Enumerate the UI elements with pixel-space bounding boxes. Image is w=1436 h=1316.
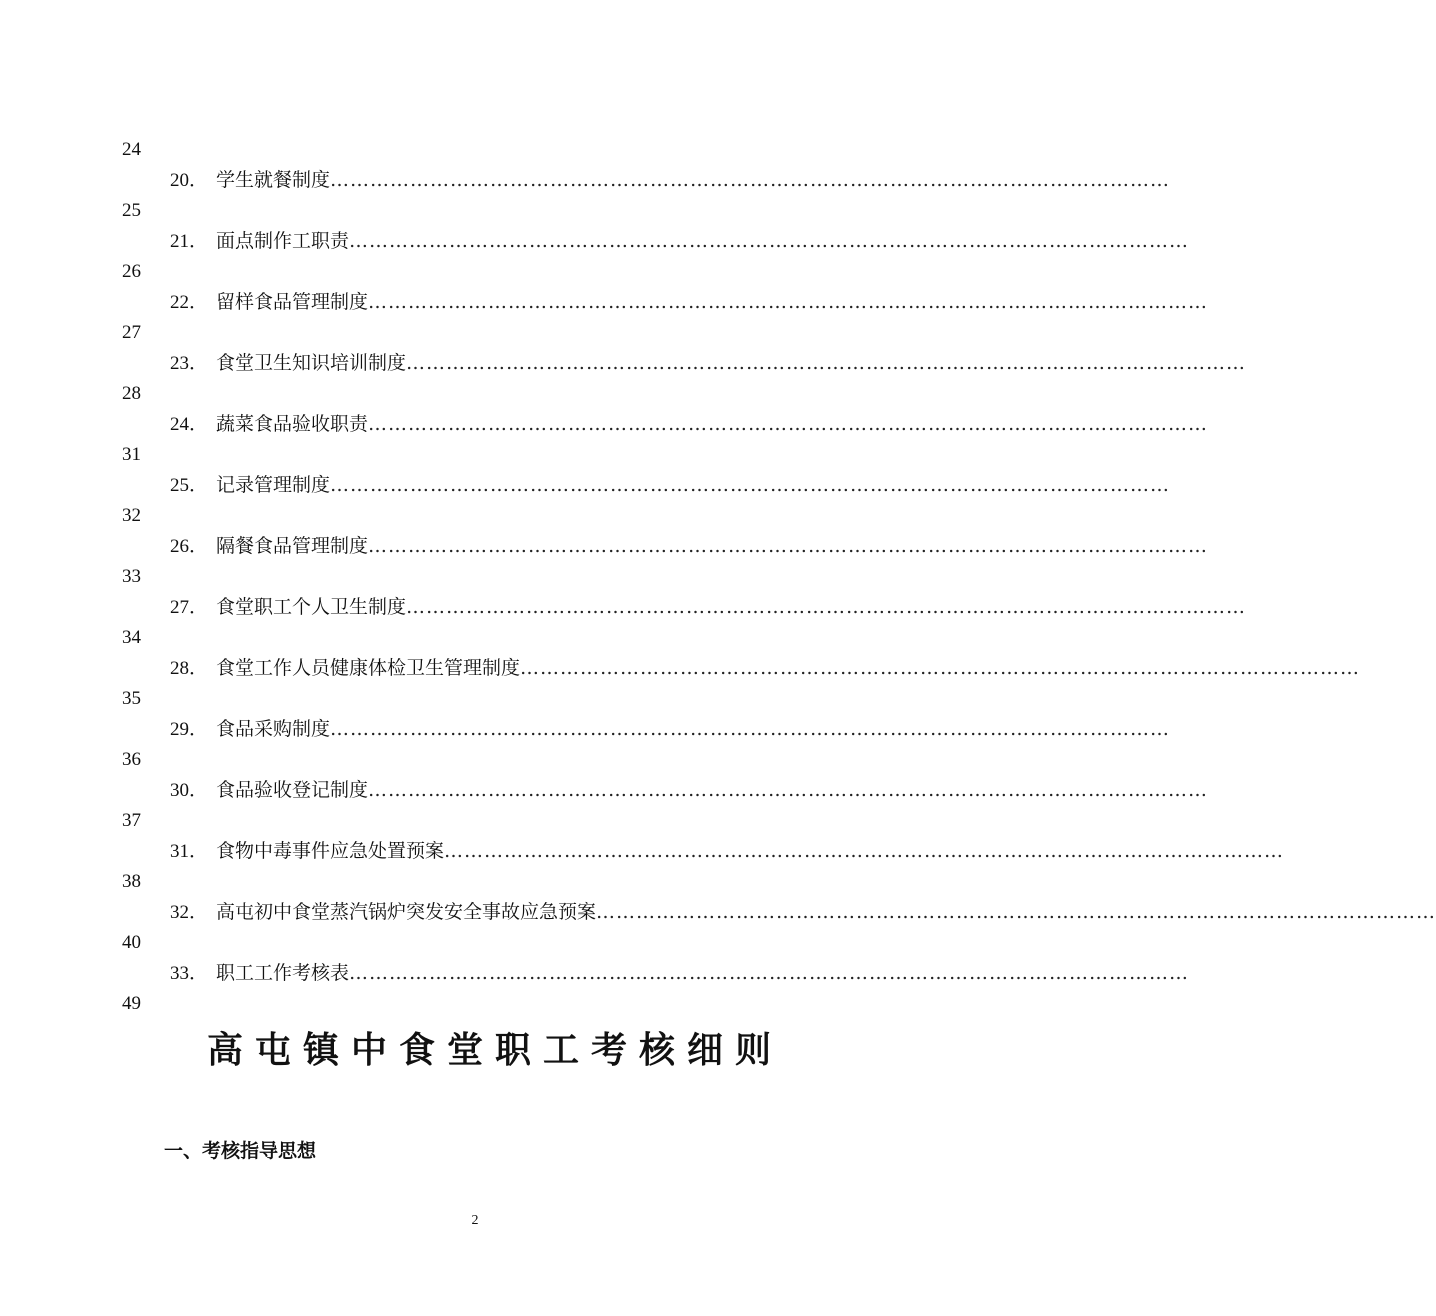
- toc-leader-dots: ………………………………………………………………………………………………………………: [520, 657, 1361, 679]
- toc-entry-separator: ．: [189, 413, 209, 435]
- toc-leader-dots: ………………………………………………………………………………………………………………: [596, 901, 1436, 923]
- toc-entry-number: 28: [170, 658, 189, 679]
- toc-leader-dots: ………………………………………………………………………………………………………………: [444, 840, 1285, 862]
- toc-entry-separator: ．: [189, 779, 209, 801]
- toc-entry-number: 30: [170, 780, 189, 801]
- toc-entry-number: 23: [170, 353, 189, 374]
- toc-entry-separator: ．: [189, 596, 209, 618]
- toc-entry[interactable]: [170, 168, 1171, 193]
- toc-page-number: 40: [122, 932, 141, 953]
- toc-entry-title: 食堂工作人员健康体检卫生管理制度: [216, 657, 521, 679]
- toc-entry[interactable]: [170, 290, 1209, 315]
- toc-leader-dots: ………………………………………………………………………………………………………………: [368, 535, 1209, 557]
- toc-entry-number: 29: [170, 719, 189, 740]
- toc-entry[interactable]: [170, 656, 1361, 681]
- toc-entry-title: 食堂卫生知识培训制度: [216, 352, 407, 374]
- toc-entry-number: 21: [170, 231, 189, 252]
- toc-page-number: 26: [122, 261, 141, 282]
- toc-entry-title: 食物中毒事件应急处置预案: [216, 840, 445, 862]
- toc-entry[interactable]: [170, 717, 1171, 742]
- toc-entry-number: 25: [170, 475, 189, 496]
- toc-entry[interactable]: [170, 595, 1247, 620]
- toc-leader-dots: ………………………………………………………………………………………………………………: [330, 718, 1171, 740]
- toc-entry-title: 面点制作工职责: [216, 230, 350, 252]
- document-title: 高屯镇中食堂职工考核细则: [206, 1029, 783, 1071]
- toc-entry-number: 31: [170, 841, 189, 862]
- toc-leader-dots: ………………………………………………………………………………………………………………: [368, 779, 1209, 801]
- toc-page-number: 49: [122, 993, 141, 1014]
- toc-entry-separator: ．: [189, 474, 209, 496]
- toc-entry-separator: ．: [189, 901, 209, 923]
- toc-leader-dots: ………………………………………………………………………………………………………………: [330, 169, 1171, 191]
- toc-entry[interactable]: [170, 839, 1285, 864]
- toc-leader-dots: ………………………………………………………………………………………………………………: [368, 413, 1209, 435]
- toc-entry-title: 学生就餐制度: [216, 169, 331, 191]
- toc-leader-dots: ………………………………………………………………………………………………………………: [349, 962, 1190, 984]
- toc-page-number: 25: [122, 200, 141, 221]
- toc-page-number: 31: [122, 444, 141, 465]
- toc-entry[interactable]: [170, 473, 1171, 498]
- toc-entry-title: 蔬菜食品验收职责: [216, 413, 369, 435]
- toc-page-number: 34: [122, 627, 141, 648]
- toc-entry-title: 食品采购制度: [216, 718, 331, 740]
- toc-entry-separator: ．: [189, 535, 209, 557]
- toc-page-number: 28: [122, 383, 141, 404]
- toc-leader-dots: ………………………………………………………………………………………………………………: [406, 596, 1247, 618]
- toc-page-number: 38: [122, 871, 141, 892]
- toc-entry-separator: ．: [189, 718, 209, 740]
- toc-page-number: 33: [122, 566, 141, 587]
- toc-page-number: 32: [122, 505, 141, 526]
- toc-entry[interactable]: [170, 412, 1209, 437]
- toc-leader-dots: ………………………………………………………………………………………………………………: [330, 474, 1171, 496]
- toc-leader-dots: ………………………………………………………………………………………………………………: [349, 230, 1190, 252]
- toc-entry-number: 24: [170, 414, 189, 435]
- toc-entry-title: 高屯初中食堂蒸汽锅炉突发安全事故应急预案: [216, 901, 597, 923]
- toc-entry-separator: ．: [189, 657, 209, 679]
- toc-entry-title: 记录管理制度: [216, 474, 331, 496]
- toc-entry-number: 22: [170, 292, 189, 313]
- toc-entry-separator: ．: [189, 169, 209, 191]
- toc-page-number: 24: [122, 139, 141, 160]
- toc-page-number: 27: [122, 322, 141, 343]
- toc-entry-title: 职工工作考核表: [216, 962, 350, 984]
- toc-entry-number: 27: [170, 597, 189, 618]
- toc-entry-title: 食品验收登记制度: [216, 779, 369, 801]
- toc-entry-separator: ．: [189, 291, 209, 313]
- toc-entry[interactable]: [170, 534, 1209, 559]
- toc-entry-separator: ．: [189, 840, 209, 862]
- toc-page-number: 35: [122, 688, 141, 709]
- toc-entry[interactable]: [170, 778, 1209, 803]
- toc-entry-title: 食堂职工个人卫生制度: [216, 596, 407, 618]
- toc-entry-separator: ．: [189, 352, 209, 374]
- toc-leader-dots: ………………………………………………………………………………………………………………: [368, 291, 1209, 313]
- toc-entry-title: 留样食品管理制度: [216, 291, 369, 313]
- toc-entry-separator: ．: [189, 230, 209, 252]
- toc-entry[interactable]: [170, 351, 1247, 376]
- toc-entry-title: 隔餐食品管理制度: [216, 535, 369, 557]
- toc-page-number: 37: [122, 810, 141, 831]
- section-heading: 一、考核指导思想: [164, 1140, 317, 1162]
- toc-entry-separator: ．: [189, 962, 209, 984]
- page-footer-number: 2: [471, 1213, 479, 1228]
- toc-leader-dots: ………………………………………………………………………………………………………………: [406, 352, 1247, 374]
- toc-entry[interactable]: [170, 229, 1190, 254]
- toc-entry-number: 32: [170, 902, 189, 923]
- toc-page-number: 36: [122, 749, 141, 770]
- toc-entry-number: 20: [170, 170, 189, 191]
- toc-entry-number: 33: [170, 963, 189, 984]
- toc-entry[interactable]: [170, 961, 1190, 986]
- toc-entry[interactable]: [170, 900, 1436, 925]
- toc-entry-number: 26: [170, 536, 189, 557]
